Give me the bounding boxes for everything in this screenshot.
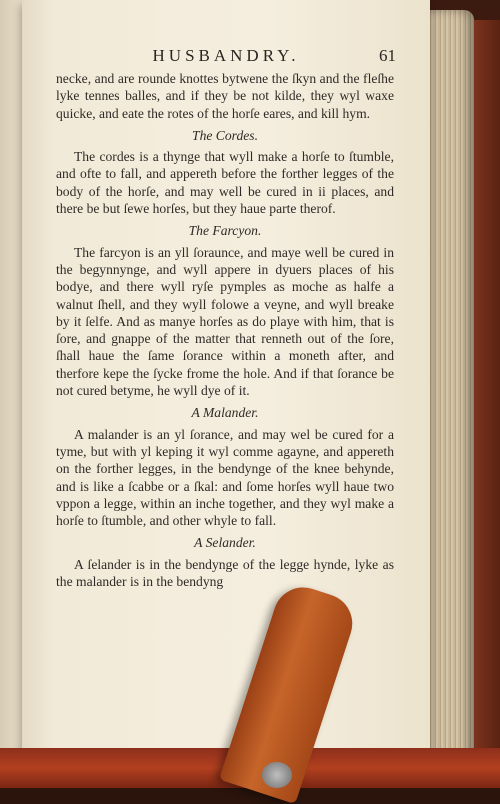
heading-cordes: The Cordes.	[192, 127, 258, 143]
paragraph-farcyon: The farcyon is an yll ſoraunce, and maye well be cured in the begynnynge, and wyll appere in dyuers places of his bodye, and there wyll ryſe pymples as moche as halfe a walnut ſhell, and they wyll folowe a veyne, and wyll breake by it ſelfe. And as manye horſes as do playe with him, that is ſore, and gnappe of the matter that renneth out of the ſore, ſhall haue the ſame ſorance within a moneth after, and therfore kepe the ſycke frome the hole. And if that ſorance be not cured betyme, he wyll dye of it.	[56, 244, 394, 399]
paragraph-malander: A malander is an yl ſorance, and may wel be cured for a tyme, but with yl keping it wyl comme agayne, and appereth on the forther legges, in the bendynge of the knee behynde, and is like a ſcabbe or a ſkal: and ſome horſes wyll haue two vppon a legge, within an inche together, and they wyl make a horſe to ſtumble, and other whyle to fall.	[56, 426, 394, 529]
paragraph-1: necke, and are rounde knottes bytwene the ſkyn and the fleſhe lyke tennes balles, and if they be not kilde, they wyl waxe quicke, and eate the rotes of the horſe eares, and kill hym.	[56, 71, 394, 121]
running-head: HUSBANDRY.	[152, 46, 300, 65]
heading-selander: A Selander.	[194, 535, 256, 551]
paragraph-selander: A ſelander is in the bendynge of the legge hynde, lyke as the malander is in the bendyng	[56, 556, 394, 590]
page-holder-knob	[262, 762, 292, 788]
page-number: 61	[379, 46, 396, 65]
heading-malander: A Malander.	[191, 405, 259, 421]
page-header	[22, 44, 430, 68]
page-text	[56, 70, 394, 590]
book-page	[22, 0, 430, 752]
heading-farcyon: The Farcyon.	[188, 223, 262, 239]
paragraph-cordes: The cordes is a thynge that wyll make a horſe to ſtumble, and ofte to fall, and appereth before the forther legges of the body of the horſe, and may well be cured in ii places, and there be but ſewe horſes, but they haue parte therof.	[56, 149, 394, 217]
